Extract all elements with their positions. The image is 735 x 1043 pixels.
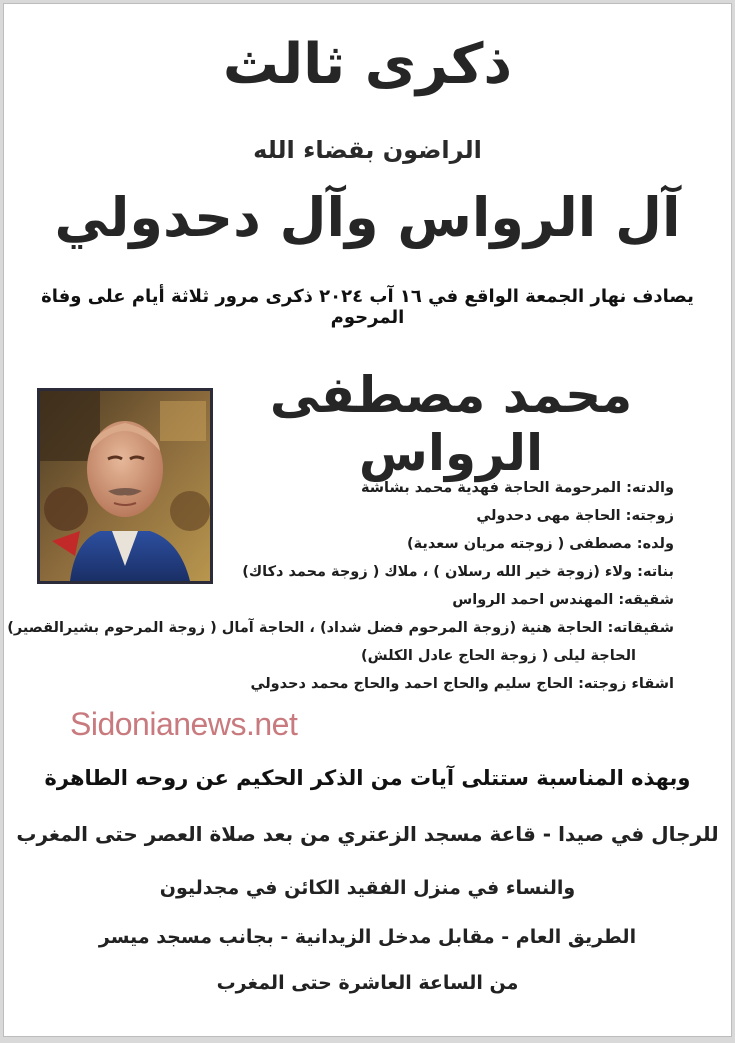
relative-wife-brothers: اشقاء زوجته: الحاج سليم والحاج احمد والحاج محمد دحدولي [250, 676, 674, 692]
closing-line-2: للرجال في صيدا - قاعة مسجد الزعتري من بعد صلاة العصر حتى المغرب [16, 822, 719, 846]
page-subtitle: الراضون بقضاء الله [253, 136, 482, 164]
relatives-list [7, 474, 674, 698]
relative-mother: والدته: المرحومة الحاجة فهدية محمد بشاشة [360, 480, 674, 496]
closing-line-5: من الساعة العاشرة حتى المغرب [216, 972, 519, 994]
obituary-page [3, 3, 732, 1037]
relative-wife: زوجته: الحاجة مهى دحدولي [476, 508, 674, 524]
closing-line-4: الطريق العام - مقابل مدخل الزيدانية - بجانب مسجد ميسر [98, 926, 637, 948]
relative-sisters-continued: الحاجة ليلى ( زوجة الحاج عادل الكلش) [360, 648, 636, 664]
closing-line-3: والنساء في منزل الفقيد الكائن في مجدليون [159, 877, 576, 899]
deceased-name: محمد مصطفى الرواس [269, 366, 633, 482]
relative-son: ولده: مصطفى ( زوجته مريان سعدية) [406, 536, 674, 552]
relative-sisters: شقيقاته: الحاجة هنية (زوجة المرحوم فضل شداد) ، الحاجة آمال ( زوجة المرحوم بشيرالقصير) [7, 620, 674, 636]
announcement-text: يصادف نهار الجمعة الواقع في ١٦ آب ٢٠٢٤ ذكرى مرور ثلاثة أيام على وفاة المرحوم [41, 286, 694, 328]
closing-line-1: وبهذه المناسبة ستتلى آيات من الذكر الحكيم عن روحه الطاهرة [44, 766, 691, 790]
page-title: ذكرى ثالث [222, 32, 513, 97]
relative-brother: شقيقه: المهندس احمد الرواس [452, 592, 674, 608]
relative-daughters: بناته: ولاء (زوجة خير الله رسلان ) ، ملاك ( زوجة محمد دكاك) [242, 564, 674, 580]
families-heading: آل الرواس وآل دحدولي [54, 186, 681, 249]
watermark-logo: Sidonianews.net [70, 706, 298, 742]
